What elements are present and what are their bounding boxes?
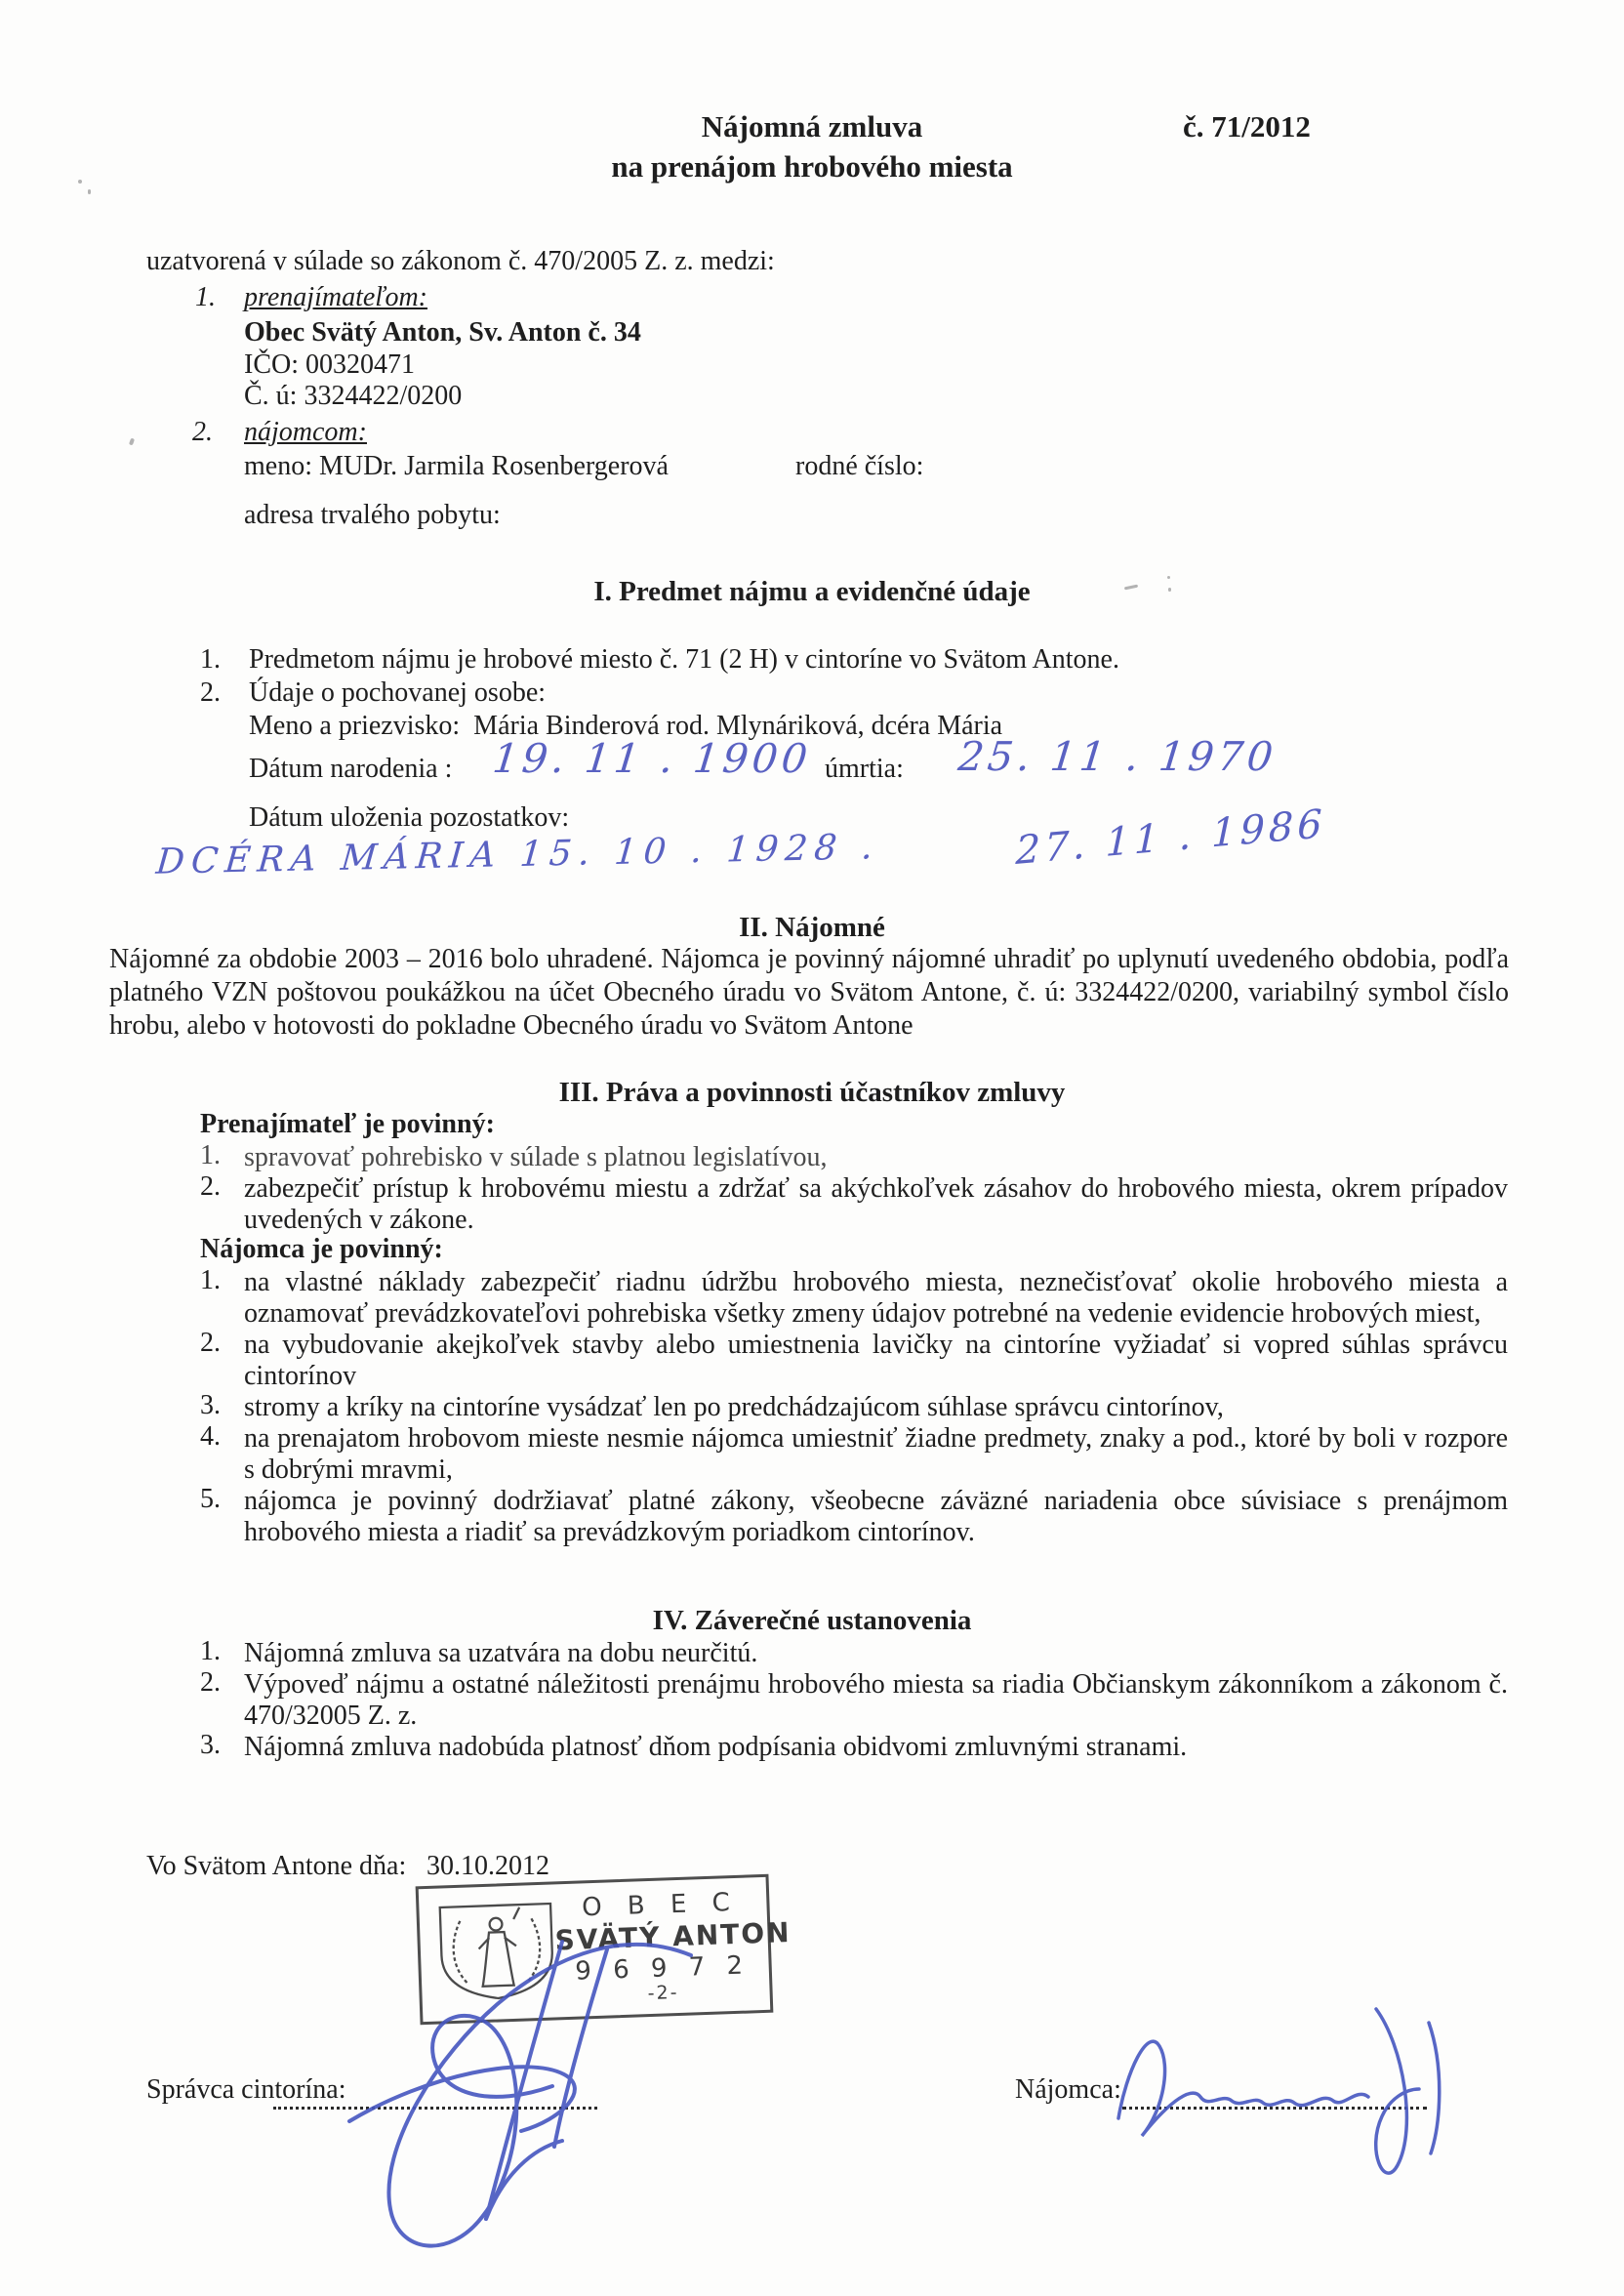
- birth-date-label: Dátum narodenia :: [249, 754, 453, 784]
- tenant-item-text: na vybudovanie akejkoľvek stavby alebo umiestnenia lavičky na cintoríne vyžiadať si vopred súhlas správcu cintorínov: [244, 1330, 1508, 1391]
- party1-account: Č. ú: 3324422/0200: [244, 381, 463, 411]
- scan-artifact: [1167, 576, 1170, 579]
- landlord-item-text: zabezpečiť prístup k hrobovému miestu a zdržať sa akýchkoľvek zásahov do hrobového miesta, okrem prípadov uvedených v zákone.: [244, 1173, 1508, 1235]
- stamp-coat-of-arms-icon: [432, 1894, 561, 2009]
- tenant-signature-label: Nájomca:: [1015, 2074, 1121, 2105]
- final-item-text: Nájomná zmluva sa uzatvára na dobu neurčitú.: [244, 1638, 758, 1668]
- tenant-item-number: 4.: [200, 1421, 221, 1452]
- tenant-item-text: nájomca je povinný dodržiavať platné zákony, všeobecne záväzné nariadenia obce súvisiace s prenájmom hrobového miesta a riadiť sa prevádzkovým poriadkom cintorínov.: [244, 1486, 1508, 1547]
- landlord-item-number: 2.: [200, 1171, 221, 1202]
- contract-number: č. 71/2012: [1183, 109, 1311, 144]
- municipal-stamp: [416, 1874, 792, 2026]
- section4-heading: IV. Záverečné ustanovenia: [652, 1605, 972, 1636]
- scan-artifact: [1168, 588, 1171, 592]
- cemetery-manager-label: Správca cintorína:: [146, 2074, 346, 2105]
- tenant-item-number: 5.: [200, 1484, 221, 1514]
- party2-role: nájomcom:: [244, 417, 367, 447]
- burial-date-handwritten-left: DCÉRA MÁRIA 15. 10 . 1928 .: [154, 827, 881, 882]
- birth-date-handwritten: 19. 11 . 1900: [490, 735, 814, 782]
- landlord-item-number: 1.: [200, 1140, 221, 1170]
- final-item-text: Výpoveď nájmu a ostatné náležitosti prenájmu hrobového miesta sa riadia Občianskym zákonníkom a zákonom č. 470/32005 Z. z.: [244, 1669, 1508, 1731]
- final-item-number: 1.: [200, 1636, 221, 1666]
- birth-number-label: rodné číslo:: [795, 451, 924, 481]
- section2-heading: II. Nájomné: [739, 912, 885, 943]
- stamp-text-svaty-anton: SVÄTÝ ANTON: [554, 1915, 792, 1957]
- section1-item1-text: Predmetom nájmu je hrobové miesto č. 71 (2 H) v cintoríne vo Svätom Antone.: [249, 644, 1119, 675]
- death-date-label: úmrtia:: [825, 754, 904, 784]
- intro-line: uzatvorená v súlade so zákonom č. 470/2005 Z. z. medzi:: [146, 246, 775, 276]
- tenant-item-text: stromy a kríky na cintoríne vysádzať len po predchádzajúcom súhlase správcu cintorínov,: [244, 1392, 1224, 1422]
- address-label: adresa trvalého pobytu:: [244, 500, 501, 530]
- date-value: 30.10.2012: [426, 1851, 549, 1881]
- death-date-handwritten: 25. 11 . 1970: [955, 733, 1279, 780]
- tenant-item-number: 1.: [200, 1265, 221, 1295]
- final-item-number: 3.: [200, 1730, 221, 1760]
- scan-artifact: [88, 189, 91, 194]
- section3-heading: III. Práva a povinnosti účastníkov zmluvy: [558, 1077, 1066, 1108]
- stamp-text-number: 9 6 9 7 2: [574, 1950, 751, 1987]
- scan-artifact: [129, 438, 135, 446]
- place-date-label: Vo Svätom Antone dňa:: [146, 1851, 407, 1881]
- scan-artifact: [78, 180, 82, 184]
- landlord-obligations-heading: Prenajímateľ je povinný:: [200, 1109, 495, 1139]
- final-item-text: Nájomná zmluva nadobúda platnosť dňom podpísania obidvomi zmluvnými stranami.: [244, 1732, 1188, 1762]
- stamp-text-page: -2-: [647, 1982, 679, 2005]
- tenant-item-number: 2.: [200, 1328, 221, 1358]
- party1-ico: IČO: 00320471: [244, 349, 415, 380]
- tenant-signature-line: [1122, 2107, 1427, 2110]
- tenant-item-text: na prenajatom hrobovom mieste nesmie nájomca umiestniť žiadne predmety, znaky a pod., ktoré by boli v rozpore s dobrými mravmi,: [244, 1423, 1508, 1485]
- stamp-text-obec: O B E C: [581, 1887, 740, 1923]
- section1-item1-number: 1.: [200, 644, 221, 675]
- section1-heading: I. Predmet nájmu a evidenčné údaje: [593, 576, 1031, 607]
- final-item-number: 2.: [200, 1667, 221, 1698]
- document-title-line1: Nájomná zmluva: [701, 109, 923, 144]
- section2-paragraph: Nájomné za obdobie 2003 – 2016 bolo uhradené. Nájomca je povinný nájomné uhradiť po uplynutí uvedeného obdobia, podľa platného VZN poštovou poukážkou na účet Obecného úradu vo Svätom Antone, č. ú: 3324422/0200, variabilný symbol číslo hrobu, alebo v hotovosti do pokladne Obecného úradu vo Svätom Antone: [109, 944, 1509, 1041]
- party1-number: 1.: [195, 282, 216, 312]
- tenant-signature: [1091, 1989, 1482, 2199]
- section1-item2-number: 2.: [200, 677, 221, 708]
- deceased-name-line: Meno a priezvisko: Mária Binderová rod. Mlynáriková, dcéra Mária: [249, 711, 1003, 741]
- party1-name: Obec Svätý Anton, Sv. Anton č. 34: [244, 317, 641, 348]
- party1-role: prenajímateľom:: [244, 282, 428, 312]
- tenant-item-text: na vlastné náklady zabezpečiť riadnu údržbu hrobového miesta, neznečisťovať okolie hrobového miesta a oznamovať prevádzkovateľovi pohrebiska všetky zmeny údajov potrebné na vedenie evidencie hrobových miest,: [244, 1267, 1508, 1329]
- burial-date-handwritten-right: 27. 11 . 1986: [1015, 800, 1326, 875]
- party2-number: 2.: [192, 417, 213, 447]
- document-title-line2: na prenájom hrobového miesta: [611, 149, 1013, 184]
- section1-item2-text: Údaje o pochovanej osobe:: [249, 677, 547, 708]
- landlord-item-text: spravovať pohrebisko v súlade s platnou legislatívou,: [244, 1142, 828, 1172]
- burial-date-label: Dátum uloženia pozostatkov:: [249, 802, 570, 833]
- manager-signature-line: [273, 2107, 597, 2110]
- tenant-item-number: 3.: [200, 1390, 221, 1420]
- tenant-name-label: meno: MUDr. Jarmila Rosenbergerová: [244, 451, 669, 481]
- tenant-obligations-heading: Nájomca je povinný:: [200, 1234, 443, 1264]
